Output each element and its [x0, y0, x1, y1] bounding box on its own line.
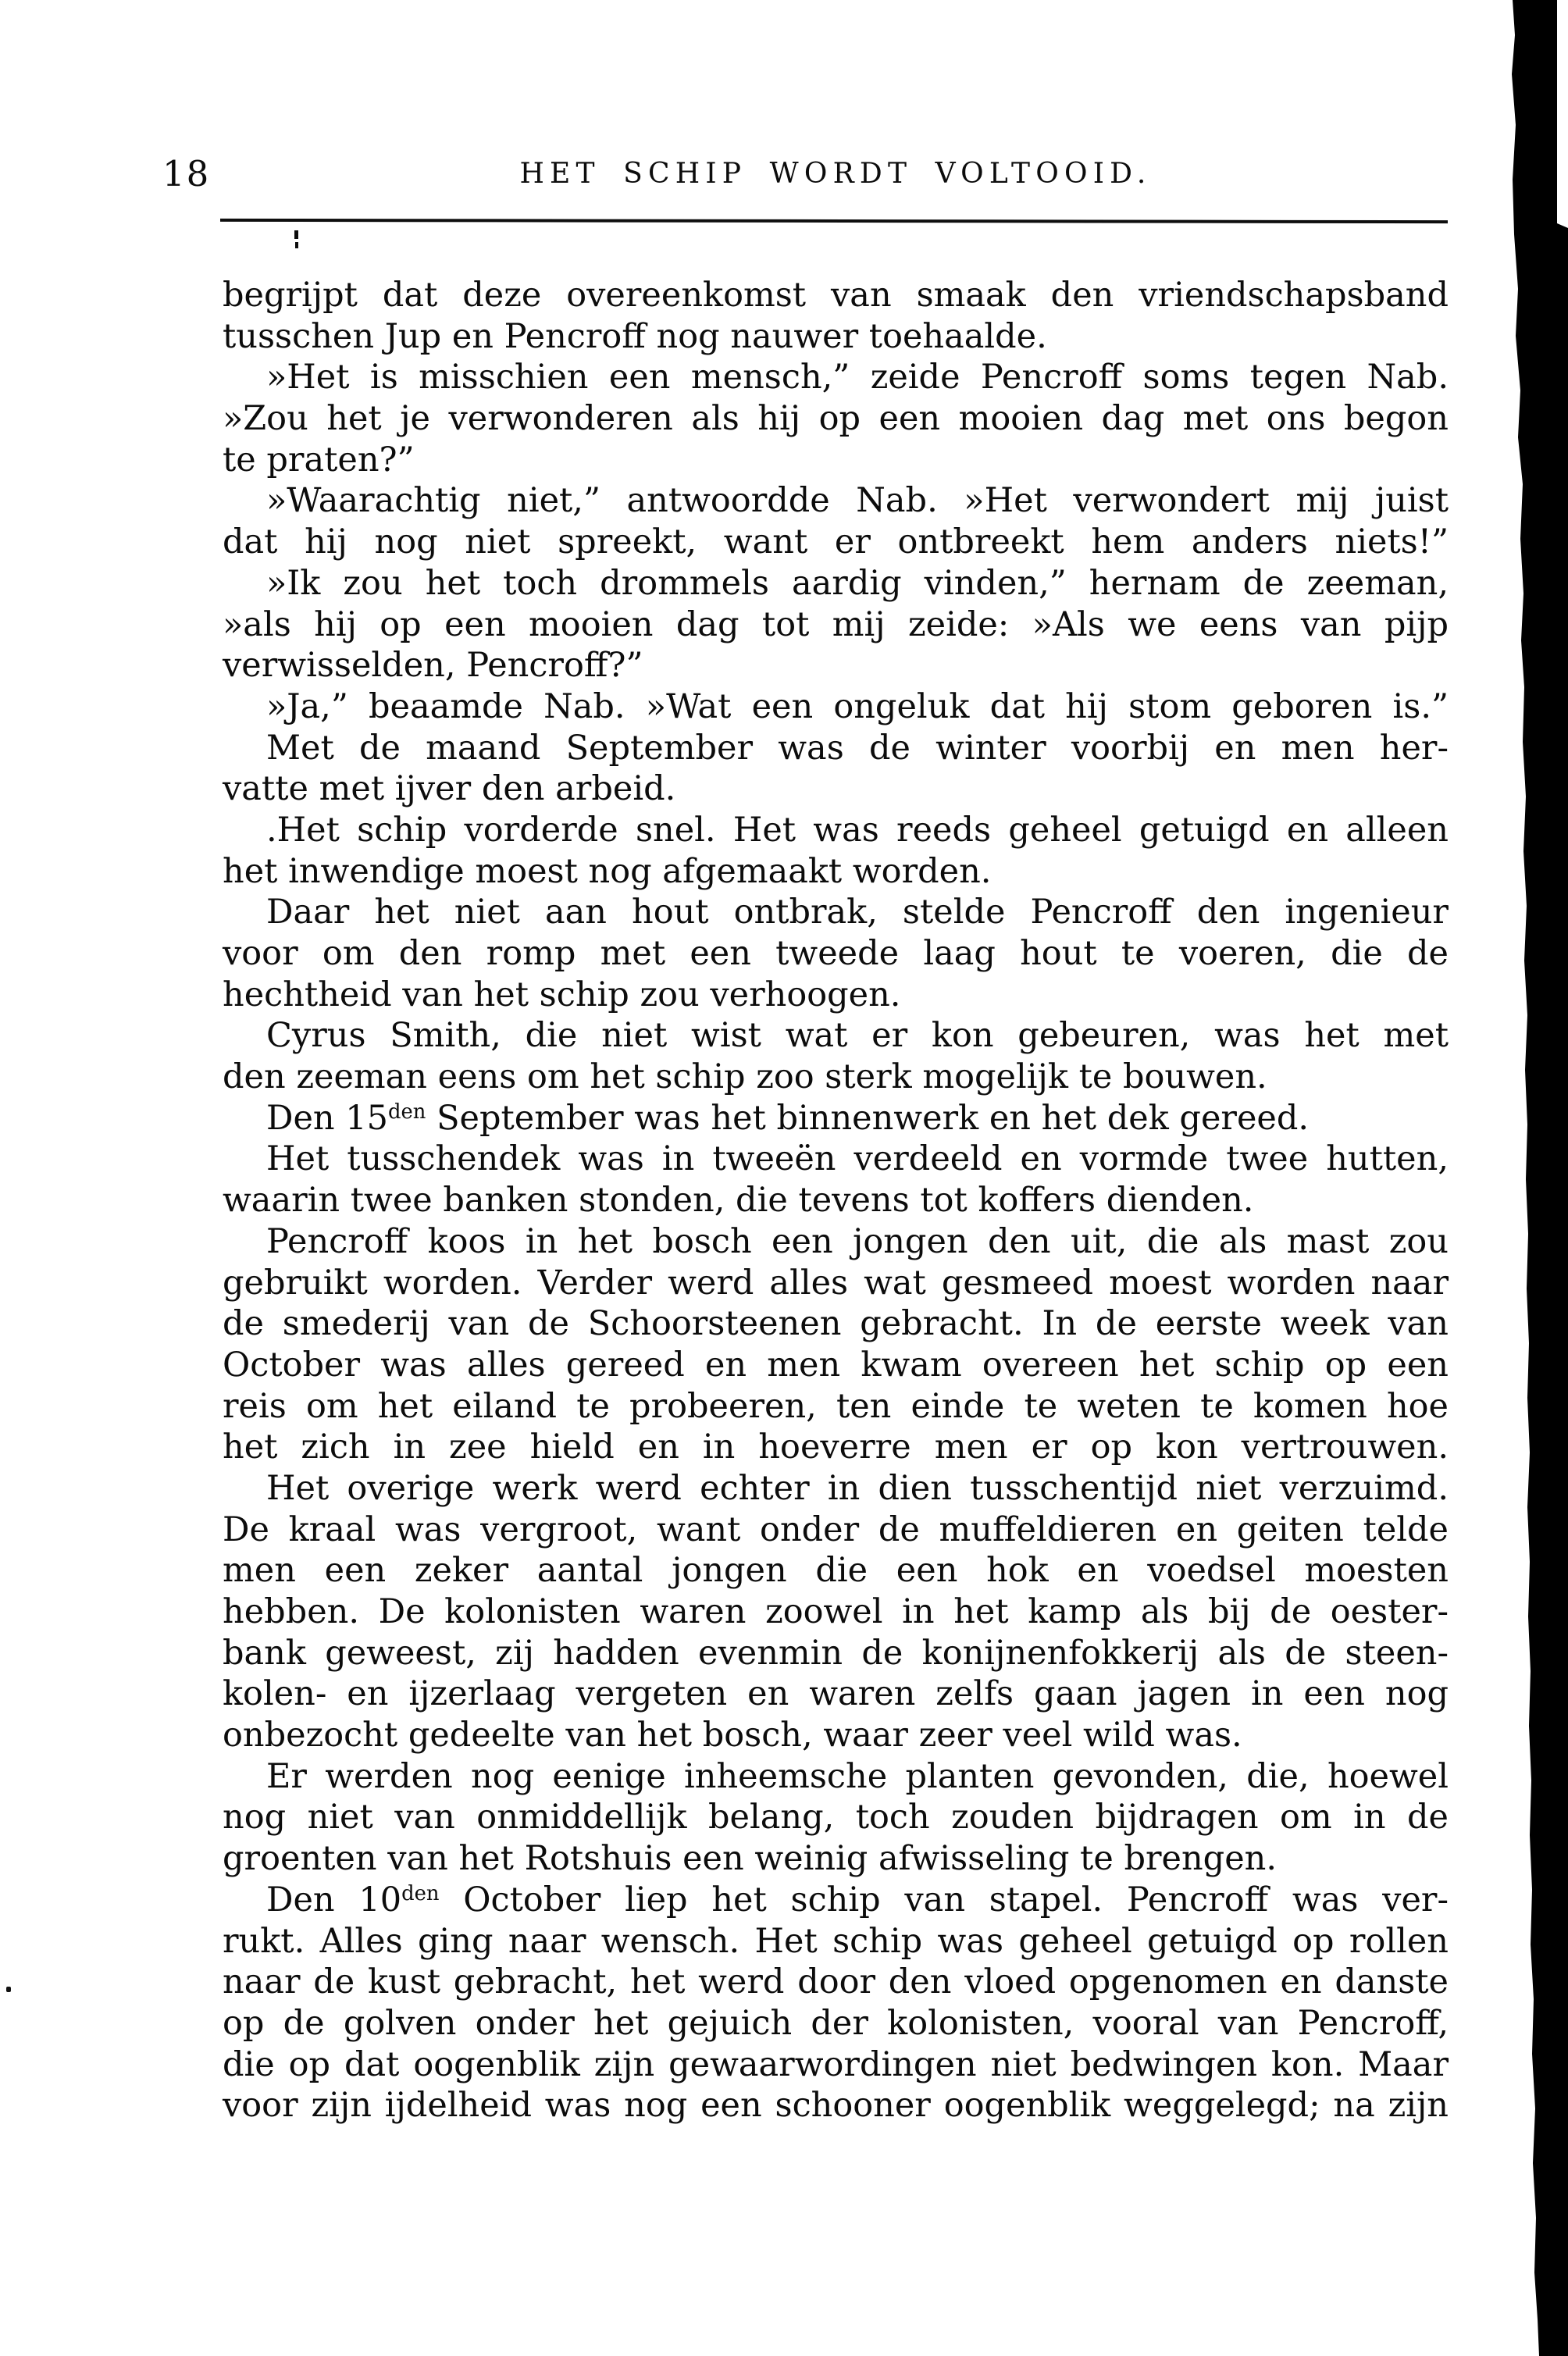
text-line: Met de maand September was de winter voorbij en men her- [266, 728, 1449, 768]
ordinal-superscript: den [388, 1100, 426, 1124]
text-line: vatte met ijver den arbeid. [223, 769, 676, 809]
text-line: rukt. Alles ging naar wensch. Het schip was geheel getuigd op rollen [223, 1921, 1449, 1961]
text-line: Het overige werk werd echter in dien tusschentijd niet verzuimd. [266, 1468, 1449, 1508]
text-line: hebben. De kolonisten waren zoowel in het kamp als bij de oester- [223, 1592, 1449, 1631]
text-line: »Het is misschien een mensch,” zeide Pencroff soms tegen Nab. [266, 358, 1449, 397]
text-line: op de golven onder het gejuich der kolonisten, vooral van Pencroff, [223, 2003, 1449, 2043]
text-line: begrijpt dat deze overeenkomst van smaak den vriendschapsband [223, 276, 1449, 315]
text-line: hechtheid van het schip zou verhoogen. [223, 975, 901, 1014]
text-line: naar de kust gebracht, het werd door den vloed opgenomen en danste [223, 1962, 1449, 2002]
text-line: kolen- en ijzerlaag vergeten en waren zelfs gaan jagen in een nog [223, 1674, 1449, 1714]
text-line: Er werden nog eenige inheemsche planten gevonden, die, hoewel [266, 1756, 1449, 1796]
text-line: men een zeker aantal jongen die een hok en voedsel moesten [223, 1551, 1449, 1591]
text-line: Den $10^{den}$ October liep het schip van stapel. Pencroff was ver- [266, 1880, 1449, 1919]
text-line: Pencroff koos in het bosch een jongen den uit, die als mast zou [266, 1221, 1449, 1261]
text-line: Het tusschendek was in tweeën verdeeld en vormde twee hutten, [266, 1139, 1449, 1179]
page-number: 18 [162, 153, 211, 194]
text-line: voor zijn ijdelheid was nog een schooner oogenblik weggelegd; na zijn [223, 2086, 1449, 2126]
text-line: reis om het eiland te probeeren, ten einde te weten te komen hoe [223, 1386, 1449, 1426]
text-line: de smederij van de Schoorsteenen gebracht. In de eerste week van [223, 1304, 1449, 1344]
text-line: nog niet van onmiddellijk belang, toch zouden bijdragen om in de [223, 1798, 1449, 1837]
text-line: »als hij op een mooien dag tot mij zeide: »Als we eens van pijp [223, 604, 1449, 644]
text-line: waarin twee banken stonden, die tevens tot koffers dienden. [223, 1181, 1254, 1221]
text-line: onbezocht gedeelte van het bosch, waar zeer veel wild was. [223, 1716, 1242, 1755]
text-line: De kraal was vergroot, want onder de muffeldieren en geiten telde [223, 1509, 1449, 1549]
text-line: die op dat oogenblik zijn gewaarwordingen niet bedwingen kon. Maar [223, 2044, 1449, 2084]
text-line: verwisselden, Pencroff?” [223, 646, 643, 686]
ordinal-superscript: den [401, 1881, 440, 1905]
text-line: Den $15^{den}$ September was het binnenwerk en het dek gereed. [266, 1098, 1310, 1138]
text-line: dat hij nog niet spreekt, want er ontbreekt hem anders niets!” [223, 522, 1449, 562]
text-line: »Waarachtig niet,” antwoordde Nab. »Het verwondert mij juist [266, 481, 1449, 521]
text-line: October was alles gereed en men kwam overeen het schip op een [223, 1345, 1449, 1385]
text-line: het zich in zee hield en in hoeverre men er op kon vertrouwen. [223, 1428, 1449, 1467]
text-line: groenten van het Rotshuis een weinig afwisseling te brengen. [223, 1839, 1278, 1879]
running-header-title: HET SCHIP WORDT VOLTOOID. [519, 158, 1152, 190]
text-line: te praten?” [223, 440, 415, 479]
text-line: den zeeman eens om het schip zoo sterk mogelijk te bouwen. [223, 1057, 1267, 1097]
text-line: »Ik zou het toch drommels aardig vinden,” hernam de zeeman, [266, 563, 1449, 603]
text-line: bank geweest, zij hadden evenmin de konijnenfokkerij als de steen- [223, 1633, 1449, 1673]
text-line: voor om den romp met een tweede laag hout te voeren, die de [223, 934, 1449, 973]
text-line: Cyrus Smith, die niet wist wat er kon gebeuren, was het met [266, 1016, 1449, 1056]
text-line: Daar het niet aan hout ontbrak, stelde Pencroff den ingenieur [266, 893, 1449, 932]
text-line: tusschen Jup en Pencroff nog nauwer toehaalde. [223, 316, 1047, 356]
text-line: het inwendige moest nog afgemaakt worden. [223, 851, 992, 891]
text-line: »Zou het je verwonderen als hij op een mooien dag met ons begon [223, 399, 1449, 439]
text-line: gebruikt worden. Verder werd alles wat gesmeed moest worden naar [223, 1263, 1449, 1303]
text-line: .Het schip vorderde snel. Het was reeds geheel getuigd en alleen [266, 810, 1449, 850]
text-line: »Ja,” beaamde Nab. »Wat een ongeluk dat hij stom geboren is.” [266, 686, 1449, 726]
